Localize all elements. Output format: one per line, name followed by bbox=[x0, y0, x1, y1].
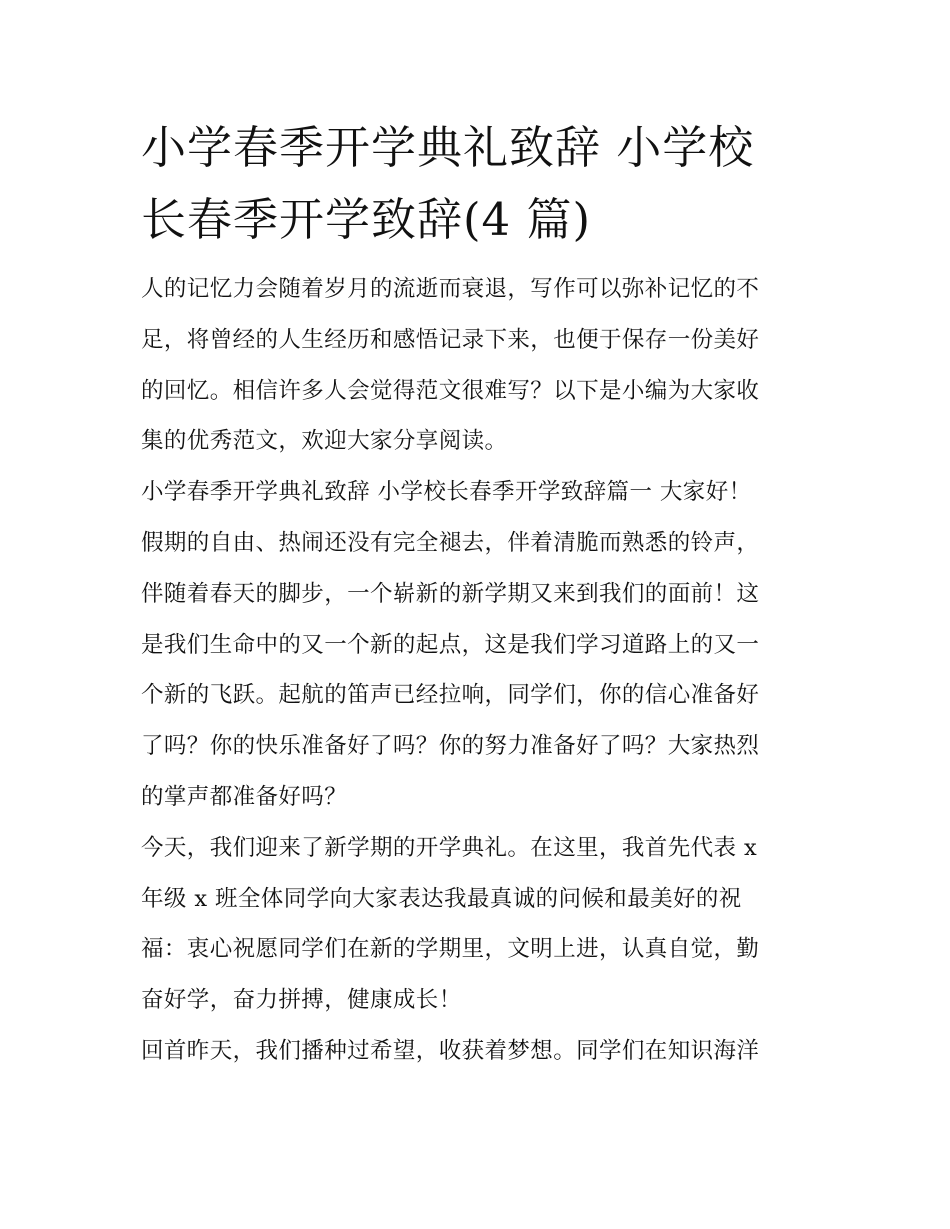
title-line: 小学春季开学典礼致辞 小学校 bbox=[141, 121, 755, 174]
text-line: 今天，我们迎来了新学期的开学典礼。在这里，我首先代表 x bbox=[141, 834, 758, 861]
section-heading-paragraph bbox=[141, 467, 813, 518]
text-line: 个新的飞跃。起航的笛声已经拉响，同学们，你的信心准备好 bbox=[141, 682, 760, 709]
document-content bbox=[141, 112, 813, 1077]
text-line: 年级 x 班全体同学向大家表达我最真诚的问候和最美好的祝 bbox=[141, 885, 742, 912]
text-line: 假期的自由、热闹还没有完全褪去，伴着清脆而熟悉的铃声， bbox=[141, 529, 760, 556]
body-paragraph bbox=[141, 823, 813, 1026]
text-line: 了吗？你的快乐准备好了吗？你的努力准备好了吗？大家热烈 bbox=[141, 733, 760, 760]
text-line: 足，将曾经的人生经历和感悟记录下来，也便于保存一份美好 bbox=[141, 326, 760, 353]
body-paragraph bbox=[141, 518, 813, 823]
text-line: 小学春季开学典礼致辞 小学校长春季开学致辞篇一 大家好！ bbox=[141, 479, 752, 506]
text-line: 的回忆。相信许多人会觉得范文很难写？以下是小编为大家收 bbox=[141, 377, 760, 404]
text-line: 奋好学，奋力拼搏，健康成长！ bbox=[141, 987, 462, 1014]
body-paragraph bbox=[141, 1026, 813, 1077]
title-line: 长春季开学致辞(4 篇) bbox=[141, 193, 592, 246]
text-line: 的掌声都准备好吗？ bbox=[141, 783, 348, 810]
text-line: 福：衷心祝愿同学们在新的学期里，文明上进，认真自觉，勤 bbox=[141, 936, 760, 963]
text-line: 集的优秀范文，欢迎大家分享阅读。 bbox=[141, 428, 508, 455]
document-title bbox=[141, 112, 813, 256]
text-line: 是我们生命中的又一个新的起点，这是我们学习道路上的又一 bbox=[141, 631, 760, 658]
intro-paragraph bbox=[141, 264, 813, 467]
text-line: 伴随着春天的脚步，一个崭新的新学期又来到我们的面前！这 bbox=[141, 580, 760, 607]
text-line: 人的记忆力会随着岁月的流逝而衰退，写作可以弥补记忆的不 bbox=[141, 276, 760, 302]
text-line: 回首昨天，我们播种过希望，收获着梦想。同学们在知识海洋 bbox=[141, 1037, 760, 1064]
